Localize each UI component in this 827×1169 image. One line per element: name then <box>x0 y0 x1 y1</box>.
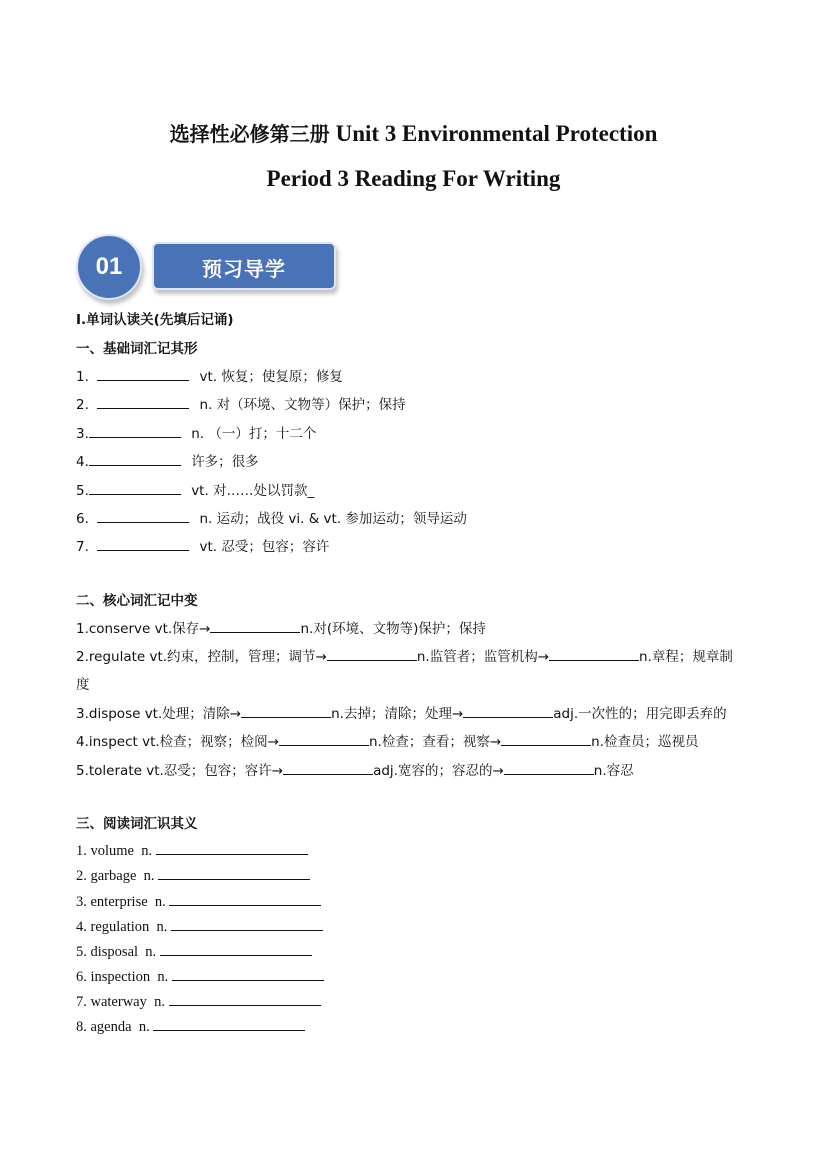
basic-item <box>76 393 406 413</box>
item-number: 1. <box>76 369 89 385</box>
reading-pos: n. <box>138 1019 150 1035</box>
core-item <box>76 617 486 637</box>
title-chinese: 选择性必修第三册 <box>169 122 330 146</box>
core-item-stem: 4.inspect vt.检查；视察；检阅→ <box>76 734 279 750</box>
answer-blank[interactable] <box>210 618 300 633</box>
answer-blank[interactable] <box>327 646 417 661</box>
answer-blank[interactable] <box>158 865 310 880</box>
reading-word: 4. regulation <box>76 919 150 935</box>
part-heading: Ⅰ.单词认读关(先填后记诵) <box>76 312 234 328</box>
basic-item <box>76 479 314 499</box>
answer-blank[interactable] <box>89 423 181 438</box>
item-number: 3. <box>76 426 89 442</box>
reading-word: 6. inspection <box>76 969 151 985</box>
item-definition: n. （一）打；十二个 <box>191 426 317 442</box>
item-definition: 许多；很多 <box>191 454 259 470</box>
reading-pos: n. <box>141 843 153 859</box>
answer-blank[interactable] <box>504 760 594 775</box>
answer-blank[interactable] <box>89 480 181 495</box>
core-item-stem: 1.conserve vt.保存→ <box>76 621 211 637</box>
item-number: 6. <box>76 511 89 527</box>
item-number: 5. <box>76 483 89 499</box>
banner-label: 预习导学 <box>202 257 286 281</box>
reading-word: 7. waterway <box>76 994 147 1010</box>
reading-pos: n. <box>154 994 165 1010</box>
core-item-definition: n.容忍 <box>593 763 634 779</box>
reading-pos: n. <box>145 944 157 960</box>
answer-blank[interactable] <box>501 731 591 746</box>
reading-pos: n. <box>156 919 168 935</box>
core-item-wrap: 度 <box>76 677 90 693</box>
section-heading-reading: 三、阅读词汇识其义 <box>76 816 198 832</box>
item-definition: vt. 忍受；包容；容许 <box>199 539 330 555</box>
answer-blank[interactable] <box>241 703 331 718</box>
item-number: 7. <box>76 539 89 555</box>
reading-word: 8. agenda <box>76 1019 132 1035</box>
answer-blank[interactable] <box>283 760 373 775</box>
answer-blank[interactable] <box>89 451 181 466</box>
item-definition: vt. 对……处以罚款_ <box>191 483 315 499</box>
reading-item <box>76 840 308 860</box>
core-item-definition: n.检查员；巡视员 <box>591 734 699 750</box>
reading-word: 2. garbage <box>76 868 137 884</box>
core-item-stem: 2.regulate vt.约束，控制，管理；调节→ <box>76 649 327 665</box>
basic-item <box>76 422 316 442</box>
reading-item <box>76 916 323 936</box>
reading-word: 1. volume <box>76 843 134 859</box>
answer-blank[interactable] <box>169 891 321 906</box>
core-item-stem: 5.tolerate vt.忍受；包容；容许→ <box>76 763 284 779</box>
reading-word: 3. enterprise <box>76 894 148 910</box>
answer-blank[interactable] <box>169 991 321 1006</box>
answer-blank[interactable] <box>160 941 312 956</box>
item-definition: n. 对（环境、文物等）保护；保持 <box>199 397 406 413</box>
answer-blank[interactable] <box>279 731 369 746</box>
reading-item <box>76 991 321 1011</box>
core-item-definition: n.检查；查看；视察→ <box>369 734 502 750</box>
answer-blank[interactable] <box>97 366 189 381</box>
core-item <box>76 730 699 750</box>
answer-blank[interactable] <box>153 1016 305 1031</box>
page-title <box>0 118 827 147</box>
core-item-definition: n.对(环境、文物等)保护；保持 <box>300 621 486 637</box>
reading-item <box>76 1016 305 1036</box>
basic-item <box>76 450 259 470</box>
core-item <box>76 702 727 722</box>
item-number: 4. <box>76 454 89 470</box>
core-item <box>76 759 634 779</box>
core-item <box>76 645 733 665</box>
answer-blank[interactable] <box>463 703 553 718</box>
reading-item <box>76 966 324 986</box>
answer-blank[interactable] <box>172 966 324 981</box>
answer-blank[interactable] <box>97 394 189 409</box>
basic-item <box>76 507 467 527</box>
answer-blank[interactable] <box>171 916 323 931</box>
core-item-definition: n.监管者；监管机构→ <box>416 649 550 665</box>
reading-item <box>76 865 310 885</box>
item-number: 2. <box>76 397 89 413</box>
title-english: Unit 3 Environmental Protection <box>335 121 658 146</box>
reading-word: 5. disposal <box>76 944 139 960</box>
answer-blank[interactable] <box>549 646 639 661</box>
core-item-definition: adj.一次性的；用完即丢弃的 <box>553 706 727 722</box>
page-subtitle: Period 3 Reading For Writing <box>266 166 561 191</box>
section-banner <box>72 232 342 300</box>
core-item-definition: n.去掉；清除；处理→ <box>331 706 464 722</box>
core-item-definition: n.章程；规章制 <box>639 649 733 665</box>
answer-blank[interactable] <box>97 508 189 523</box>
reading-item <box>76 941 312 961</box>
banner-number-badge <box>76 234 142 300</box>
banner-number: 01 <box>95 253 123 280</box>
reading-item <box>76 891 321 911</box>
answer-blank[interactable] <box>97 536 189 551</box>
basic-item <box>76 365 343 385</box>
reading-pos: n. <box>157 969 169 985</box>
reading-pos: n. <box>154 894 166 910</box>
section-heading-core: 二、核心词汇记中变 <box>76 593 198 609</box>
core-item-stem: 3.dispose vt.处理；清除→ <box>76 706 242 722</box>
reading-pos: n. <box>143 868 155 884</box>
basic-item <box>76 535 329 555</box>
item-definition: vt. 恢复；使复原；修复 <box>199 369 343 385</box>
core-item-definition: adj.宽容的；容忍的→ <box>373 763 504 779</box>
answer-blank[interactable] <box>156 840 308 855</box>
item-definition: n. 运动；战役 vi. & vt. 参加运动；领导运动 <box>199 511 467 527</box>
banner-label-box <box>152 242 336 290</box>
section-heading-basic: 一、基础词汇记其形 <box>76 341 198 357</box>
